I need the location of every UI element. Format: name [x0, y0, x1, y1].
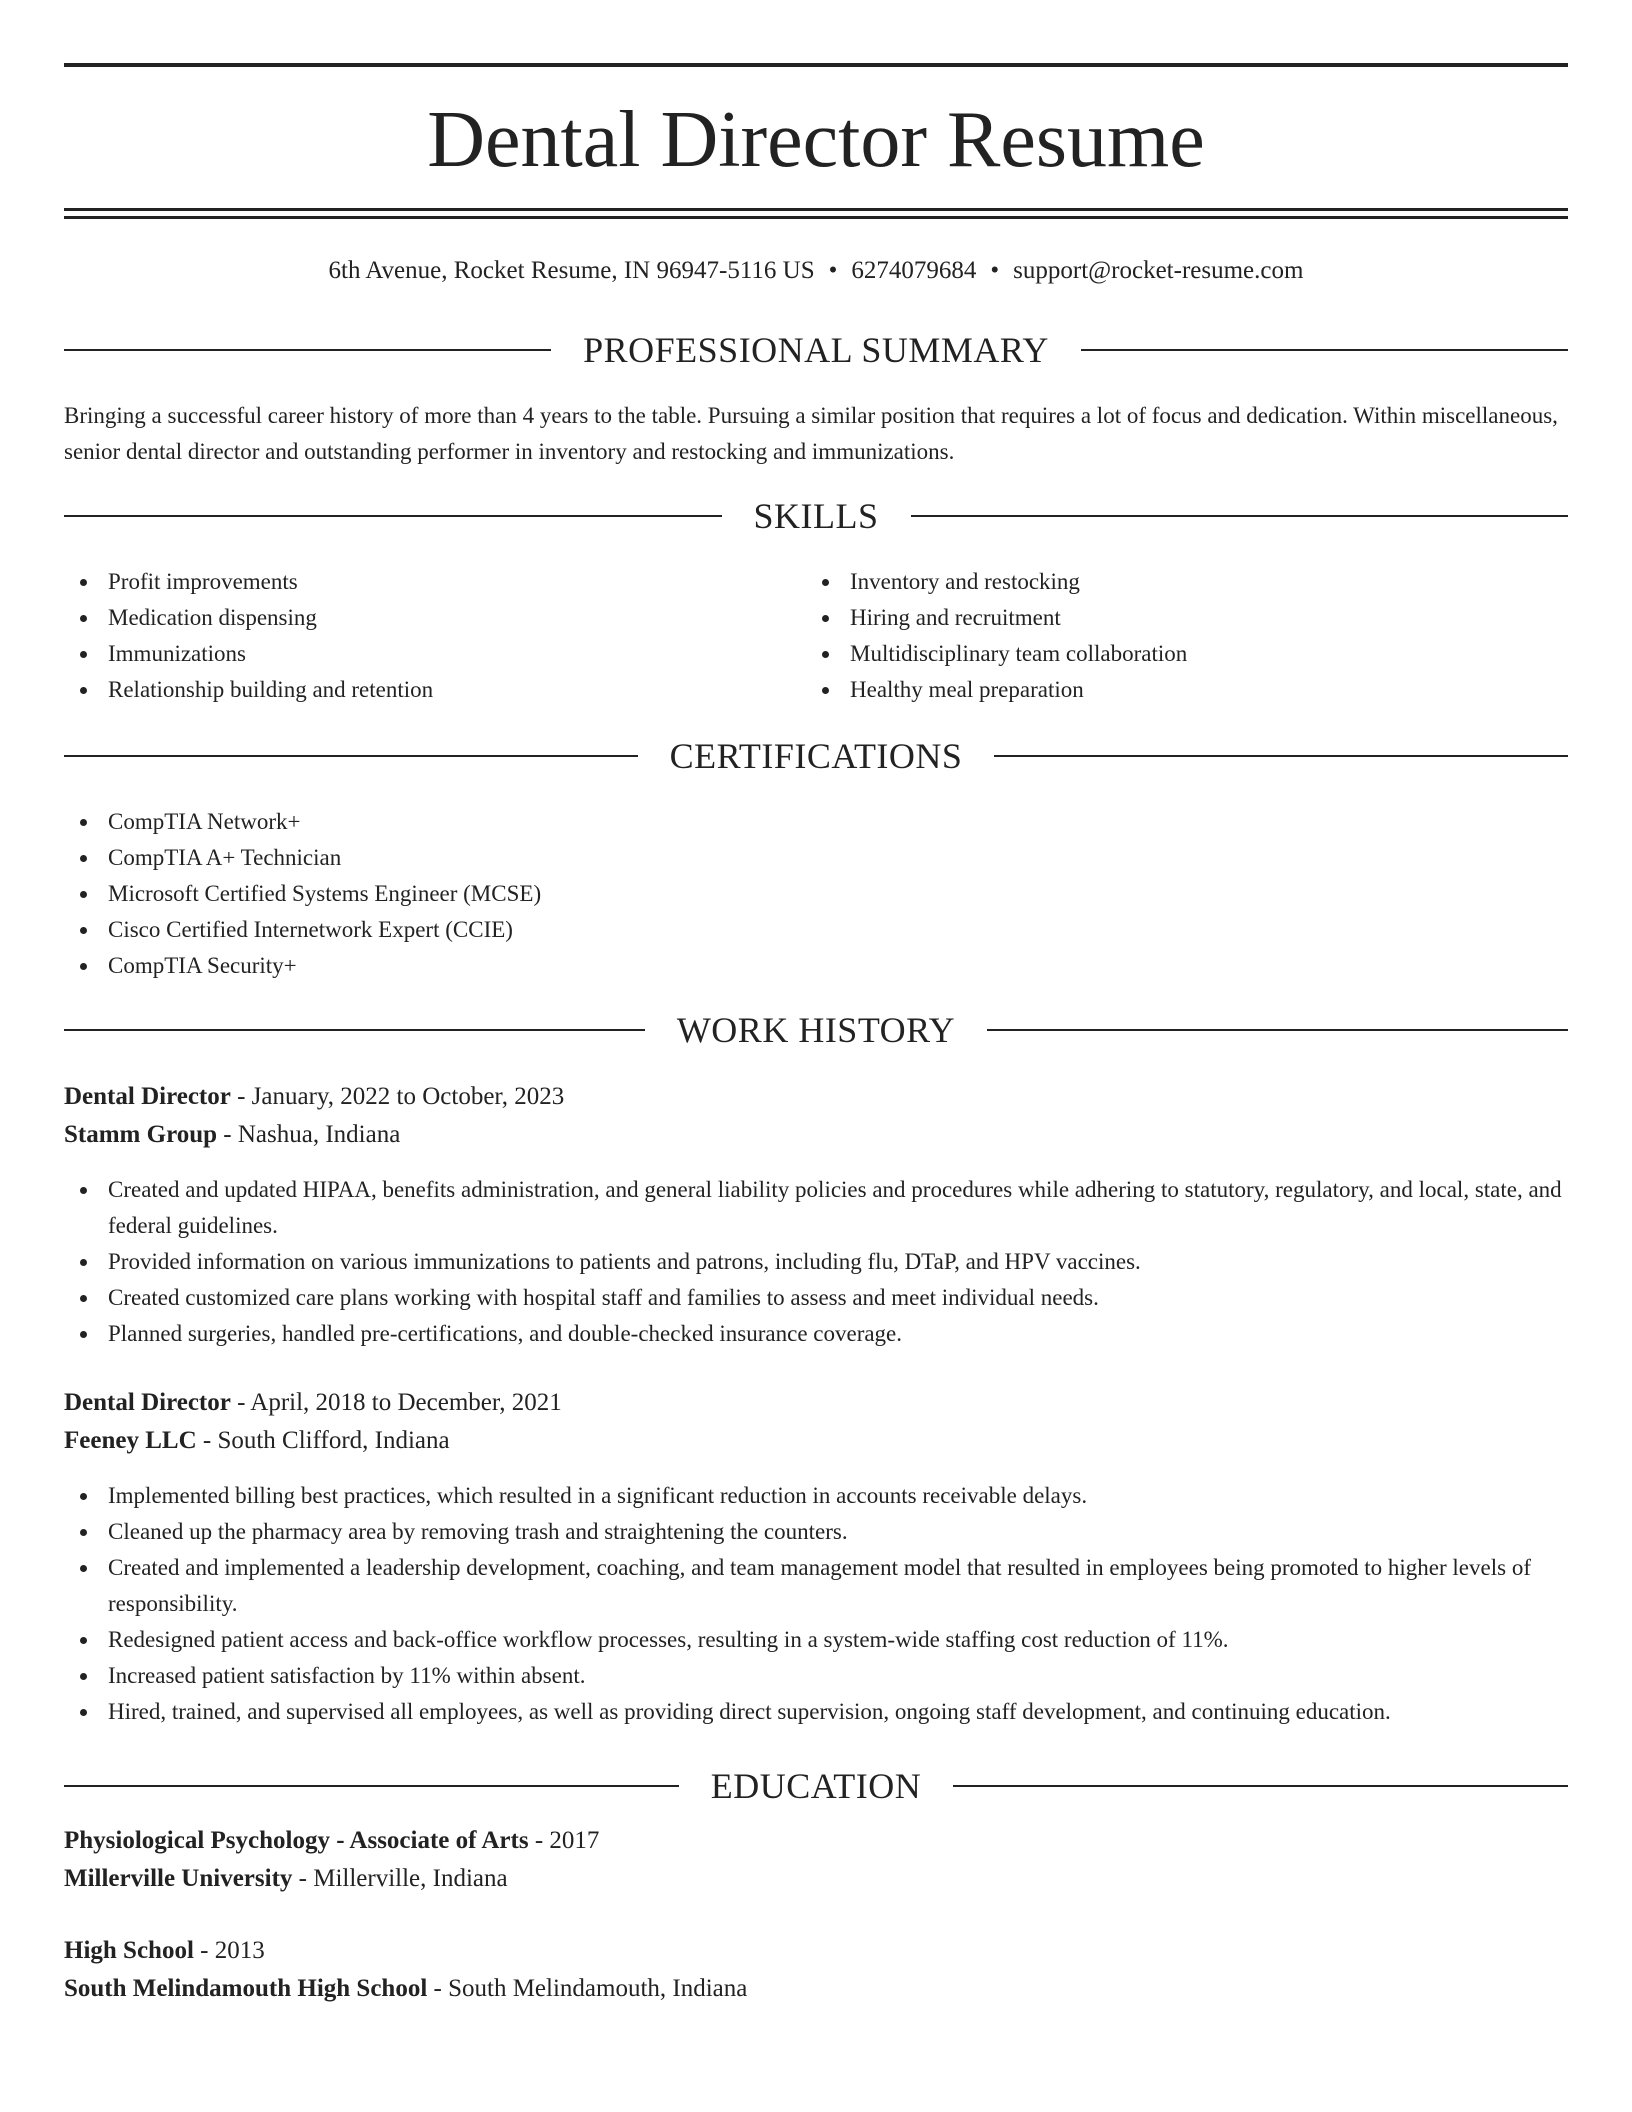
- certification-item: CompTIA Network+: [64, 804, 1568, 840]
- summary-section-heading: [64, 328, 1568, 372]
- heading-rule: [987, 1029, 1568, 1031]
- header-double-rule: [64, 216, 1568, 219]
- job-bullet: Created customized care plans working with hospital staff and families to assess and meet individual needs.: [64, 1280, 1568, 1316]
- skill-item: Inventory and restocking: [806, 564, 1506, 600]
- skills-heading-label: SKILLS: [753, 496, 879, 536]
- education-school-line: [64, 1860, 1568, 1898]
- heading-rule: [1081, 349, 1568, 351]
- job-location: - Nashua, Indiana: [217, 1121, 401, 1148]
- education-year: - 2013: [193, 1937, 265, 1964]
- job-bullet: Created and implemented a leadership development, coaching, and team management model that resulted in employees being promoted to higher levels of responsibility.: [64, 1550, 1568, 1622]
- job-bullet: Increased patient satisfaction by 11% within absent.: [64, 1658, 1568, 1694]
- skill-item: Hiring and recruitment: [806, 600, 1506, 636]
- education-location: - Millerville, Indiana: [292, 1865, 508, 1892]
- education-degree: Physiological Psychology - Associate of Arts: [64, 1827, 529, 1854]
- header-top-rule: [64, 63, 1568, 67]
- education-school: Millerville University: [64, 1865, 293, 1892]
- job-title: Dental Director: [64, 1389, 231, 1416]
- certification-item: CompTIA Security+: [64, 948, 1568, 984]
- job-bullet: Created and updated HIPAA, benefits administration, and general liability policies and procedures while adhering to statutory, regulatory, and local, state, and federal guidelines.: [64, 1172, 1568, 1244]
- job-company-line: [64, 1116, 1568, 1154]
- heading-rule: [64, 755, 638, 757]
- certification-item: Cisco Certified Internetwork Expert (CCIE): [64, 912, 1568, 948]
- heading-rule: [994, 755, 1568, 757]
- heading-rule: [64, 1785, 679, 1787]
- job-bullets: [64, 1172, 1568, 1352]
- work-section-heading: [64, 1008, 1568, 1052]
- heading-rule: [64, 515, 722, 517]
- contact-separator: •: [990, 257, 1000, 284]
- job-bullet: Provided information on various immunizations to patients and patrons, including flu, DTaP, and HPV vaccines.: [64, 1244, 1568, 1280]
- skill-item: Immunizations: [64, 636, 764, 672]
- job-entry: [64, 1078, 1568, 1154]
- heading-rule: [911, 515, 1569, 517]
- job-location: - South Clifford, Indiana: [196, 1427, 450, 1454]
- header-double-rule: [64, 208, 1568, 211]
- skill-item: Healthy meal preparation: [806, 672, 1506, 708]
- education-heading-label: EDUCATION: [710, 1766, 922, 1806]
- certification-item: CompTIA A+ Technician: [64, 840, 1568, 876]
- heading-rule: [64, 1029, 645, 1031]
- summary-text: Bringing a successful career history of more than 4 years to the table. Pursuing a similar position that requires a lot of focus and dedication. Within miscellaneous, senior dental director and outstanding performer in inventory and restocking and immunizations.: [64, 403, 1558, 464]
- skills-section-heading: [64, 494, 1568, 538]
- education-location: - South Melindamouth, Indiana: [427, 1975, 748, 2002]
- certifications-section-heading: [64, 734, 1568, 778]
- certifications-heading-label: CERTIFICATIONS: [669, 736, 963, 776]
- certifications-list: [64, 804, 1568, 984]
- job-bullets: [64, 1478, 1568, 1730]
- resume-title: Dental Director Resume: [427, 96, 1205, 184]
- job-dates: - April, 2018 to December, 2021: [230, 1389, 562, 1416]
- education-entry: [64, 1932, 1568, 2008]
- job-bullet: Cleaned up the pharmacy area by removing trash and straightening the counters.: [64, 1514, 1568, 1550]
- contact-address: 6th Avenue, Rocket Resume, IN 96947-5116 US: [328, 257, 815, 284]
- education-degree-line: [64, 1822, 1568, 1860]
- job-bullet: Planned surgeries, handled pre-certifications, and double-checked insurance coverage.: [64, 1316, 1568, 1352]
- contact-phone: 6274079684: [851, 257, 977, 284]
- skill-item: Medication dispensing: [64, 600, 764, 636]
- contact-email: support@rocket-resume.com: [1013, 257, 1304, 284]
- heading-rule: [953, 1785, 1568, 1787]
- job-company-line: [64, 1422, 1568, 1460]
- skills-list-right: [806, 564, 1506, 708]
- job-company: Stamm Group: [64, 1121, 218, 1148]
- education-year: - 2017: [528, 1827, 600, 1854]
- certification-item: Microsoft Certified Systems Engineer (MCSE): [64, 876, 1568, 912]
- job-title-line: [64, 1078, 1568, 1116]
- skill-item: Relationship building and retention: [64, 672, 764, 708]
- skills-list-left: [64, 564, 764, 708]
- work-heading-label: WORK HISTORY: [676, 1010, 956, 1050]
- education-school-line: [64, 1970, 1568, 2008]
- education-degree-line: [64, 1932, 1568, 1970]
- education-entry: [64, 1822, 1568, 1898]
- education-degree: High School: [64, 1937, 194, 1964]
- skill-item: Multidisciplinary team collaboration: [806, 636, 1506, 672]
- job-company: Feeney LLC: [64, 1427, 197, 1454]
- contact-separator: •: [828, 257, 838, 284]
- job-entry: [64, 1384, 1568, 1460]
- education-section-heading: [64, 1764, 1568, 1808]
- skill-item: Profit improvements: [64, 564, 764, 600]
- education-school: South Melindamouth High School: [64, 1975, 428, 2002]
- summary-heading-label: PROFESSIONAL SUMMARY: [583, 330, 1049, 370]
- job-dates: - January, 2022 to October, 2023: [230, 1083, 565, 1110]
- heading-rule: [64, 349, 551, 351]
- job-bullet: Redesigned patient access and back-office workflow processes, resulting in a system-wide staffing cost reduction of 11%.: [64, 1622, 1568, 1658]
- job-bullet: Implemented billing best practices, which resulted in a significant reduction in accounts receivable delays.: [64, 1478, 1568, 1514]
- job-title: Dental Director: [64, 1083, 231, 1110]
- job-bullet: Hired, trained, and supervised all employees, as well as providing direct supervision, ongoing staff development, and continuing education.: [64, 1694, 1568, 1730]
- contact-line: [64, 254, 1568, 288]
- job-title-line: [64, 1384, 1568, 1422]
